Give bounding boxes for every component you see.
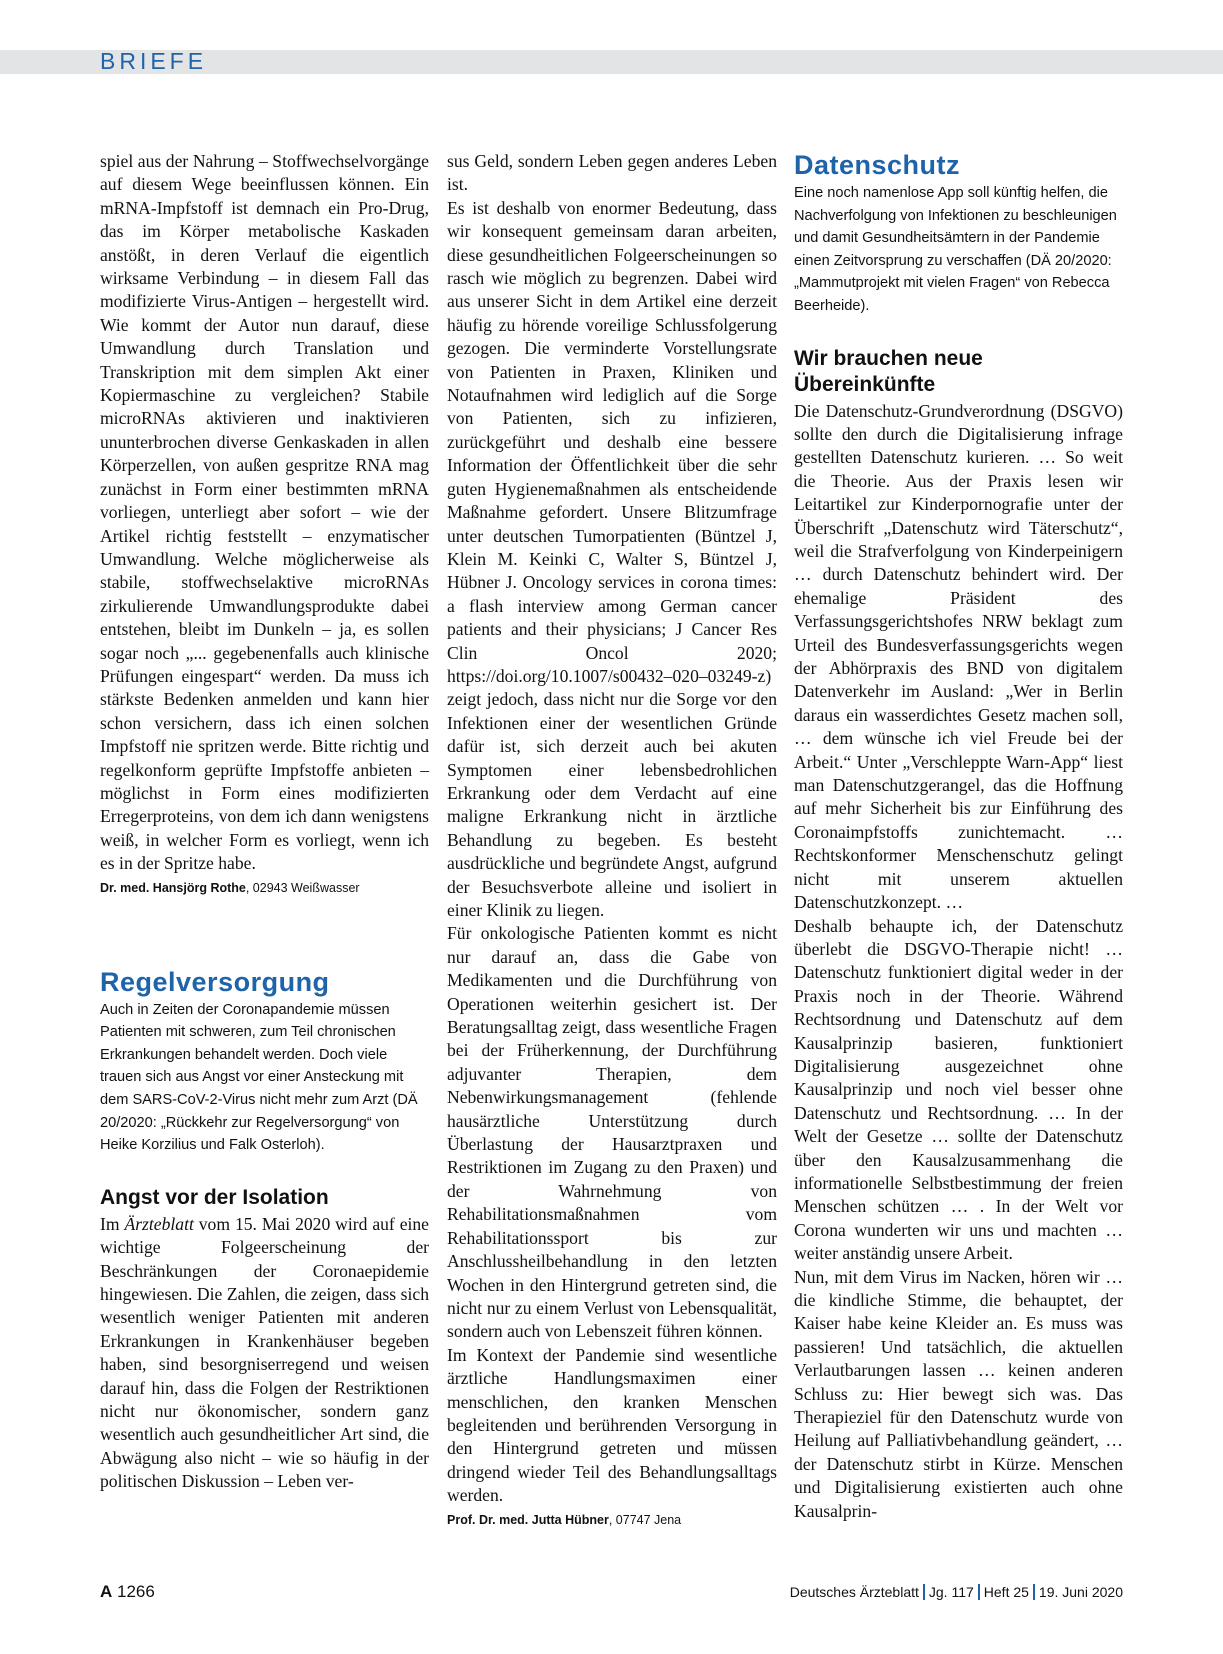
paragraph: Die Datenschutz-Grundverordnung (DSGVO) sollte den durch die Digitalisierung infrage gestellten Datenschutz kurieren. … So weit die Theorie. Aus der Praxis lesen wir Leitartikel zur Kinderpornografie unter der Überschrift „Datenschutz wird Täterschutz“, weil die Strafverfolgung von Kinderpeinigern … durch Datenschutz behindert wird. Der ehemalige Präsident des Verfassungsgerichtshofes NRW beklagt zum Urteil des Bundesverfassungsgerichts wegen der Abhörpraxis des BND von digitalem Datenverkehr im Ausland: „Wer in Berlin daraus ein wasserdichtes Gesetz machen soll, … dem wünsche ich viel Freude bei der Arbeit.“ Unter „Verschleppte Warn-App“ liest man Datenschutzgerangel, das die Hoffnung auf mehr Sicherheit bis zur Einführung des Coronaimpfstoffs zunichtemacht. … Rechtskonformer Menschenschutz gelingt nicht mit unserem aktuellen Datenschutzkonzept. … — [794, 400, 1123, 913]
separator — [978, 1584, 980, 1600]
topic-title-regelversorgung: Regelversorgung — [100, 966, 330, 997]
journal-name-italic: Ärzteblatt — [124, 1213, 194, 1234]
signature-name: Dr. med. Hansjörg Rothe — [100, 880, 246, 895]
signature-place: , 07747 Jena — [608, 1512, 682, 1527]
text-run: Im — [100, 1213, 125, 1234]
separator — [923, 1584, 925, 1600]
letter-1-paragraph: spiel aus der Nahrung – Stoffwechselvorgänge auf diesem Wege beeinflussen können. Ein mRNA-Impfstoff ist demnach ein Pro-Drug, das im Körper metabolische Kaskaden anstößt, in deren Verlauf die eigentlich wirksame Verbindung – in diesem Fall das modifizierte Virus-Antigen – hergestellt wird. Wie kommt der Autor nun darauf, diese Umwandlung durch Translation und Transkription mit dem simplen Akt einer Kopiermaschine zu vergleichen? Stabile microRNAs aktivieren und inaktivieren ununterbrochen diverse Genkaskaden in allen Körperzellen, von außen gespritze RNA mag zunächst in Form einer bestimmten mRNA vorliegen, unterliegt aber sofort – wie der Artikel richtig feststellt – enzymatischer Umwandlung. Welche möglicherweise als stabile, stoffwechselaktive microRNAs zirkulierende Umwandlungsprodukte dabei entstehen, bleibt im Dunkeln – ja, es sollen sogar noch „... gegebenenfalls auch klinische Prüfungen eingespart“ werden. Da muss ich stärkste Bedenken anmelden und kann hier schon versichern, dass ich einen solchen Impfstoff nie spritzen werde. Bitte richtig und regelkonform geprüfte Impfstoffe anbieten – möglichst in Form eines modifizierten Erregerproteins, von dem ich dann wenigstens weiß, in welcher Form es vorliegt, wenn ich es in der Spritze habe. — [100, 151, 429, 874]
topic-intro-datenschutz: Eine noch namenlose App soll künftig helfen, die Nachverfolgung von Infektionen zu beschleunigen und damit Gesundheitsämtern in der Pandemie einen Zeitvorsprung zu verschaffen (DÄ 20/2020: „Mammutprojekt mit vielen Fragen“ von Rebecca Beerheide). — [794, 185, 1117, 314]
letter-title-angst: Angst vor der Isolation — [100, 1185, 329, 1209]
letter-2-signature — [447, 1511, 777, 1529]
separator — [1033, 1584, 1035, 1600]
signature-place: , 02943 Weißwasser — [245, 880, 360, 895]
column-3 — [794, 150, 1123, 1523]
signature-name: Prof. Dr. med. Jutta Hübner — [447, 1512, 609, 1527]
issue-date: 19. Juni 2020 — [1038, 1584, 1123, 1600]
paragraph: Deshalb behaupte ich, der Datenschutz überlebt die DSGVO-Therapie nicht! … Datenschutz funktioniert digital weder in der Praxis noch in der Theorie. Während Rechtsordnung und Datenschutz auf dem Kausalprinzip basieren, funktioniert Digitalisierung ausgezeichnet ohne Kausalprinzip und noch viel besser ohne Datenschutz und Rechtsordnung. … In der Welt der Gesetze … sollte der Datenschutz über den Kausalzusammenhang die informationelle Selbstbestimmung der freien Menschen schützen … . In der Welt vor Corona wunderten wir uns und machten … weiter anständig unsere Arbeit. — [794, 915, 1123, 1264]
paragraph: Für onkologische Patienten kommt es nicht nur darauf an, dass die Gabe von Medikamenten und die Durchführung von Operationen weiterhin gesichert ist. Der Beratungsalltag zeigt, dass wesentliche Fragen bei der Früherkennung, der Durchführung adjuvanter Therapien, dem Nebenwirkungsmanagement (fehlende hausärztliche Unterstützung durch Überlastung der Hausarztpraxen und Restriktionen im Zugang zu den Praxen) und der Wahrnehmung von Rehabilitationsmaßnahmen vom Rehabilitationssport bis zur Anschlussheilbehandlung in den letzten Wochen in den Hintergrund getreten sind, die nicht nur zu einem Verlust von Lebensqualität, sondern auch von Lebenszeit führen können. — [447, 923, 777, 1342]
page-prefix: A — [100, 1582, 113, 1601]
issue: Heft 25 — [983, 1584, 1029, 1600]
page-number — [100, 1582, 155, 1602]
letter-2-continued — [447, 150, 777, 1508]
letter-1-text — [100, 150, 429, 876]
journal-name: Deutsches Ärzteblatt — [789, 1584, 919, 1600]
volume: Jg. 117 — [928, 1584, 974, 1600]
letter-2-text — [100, 1213, 429, 1494]
letter-title-uebereinkuenfte: Wir brauchen neue Übereinkünfte — [794, 346, 983, 396]
column-2 — [447, 150, 777, 1529]
footer-citation — [790, 1584, 1123, 1600]
topic-intro-regelversorgung: Auch in Zeiten der Coronapandemie müssen Patienten mit schweren, zum Teil chronischen Erkrankungen behandelt werden. Doch viele trauen sich aus Angst vor einer Ansteckung mit dem SARS-CoV-2-Virus nicht mehr zum Arzt (DÄ 20/2020: „Rückkehr zur Regelversorgung“ von Heike Korzilius und Falk Osterloh). — [100, 1001, 418, 1154]
letter-1-signature — [100, 879, 429, 897]
letter-2-paragraph — [100, 1213, 429, 1494]
paragraph: sus Geld, sondern Leben gegen anderes Leben ist. — [447, 151, 777, 195]
topic-title-datenschutz: Datenschutz — [794, 150, 961, 180]
paragraph: Nun, mit dem Virus im Nacken, hören wir … die kindliche Stimme, die behauptet, der Kaiser habe keine Kleider an. Es muss was passieren! Und tatsächlich, die aktuellen Verlautbarungen lassen … keinen anderen Schluss zu: Hier bewegt sich was. Das Therapieziel für den Datenschutz wurde von Heilung auf Palliativbehandlung geändert, … der Datenschutz stirbt in Kürze. Menschen und Digitalisierung existierten auch ohne Kausalprin- — [794, 1266, 1123, 1521]
paragraph: Im Kontext der Pandemie sind wesentliche ärztliche Handlungsmaximen einer menschlichen, den kranken Menschen begleitenden und berührenden Versorgung in den Hintergrund getreten und müssen dringend wieder Teil des Behandlungsalltags werden. — [447, 1344, 777, 1506]
text-run: vom 15. Mai 2020 wird auf eine wichtige Folgeerscheinung der Beschränkungen der Coronaepidemie hingewiesen. Die Zahlen, die zeigen, dass sich wesentlich weniger Patienten mit anderen Erkrankungen in Krankenhäuser begeben haben, sind besorgniserregend und weisen darauf hin, dass die Folgen der Restriktionen nicht nur ökonomischer, sondern ganz wesentlich auch gesundheitlicher Art sind, die Abwägung also nicht – wie so häufig in der politischen Diskussion – Leben ver- — [100, 1213, 429, 1492]
section-label: BRIEFE — [100, 48, 208, 74]
page-number-value: 1266 — [112, 1582, 155, 1601]
letter-3-text — [794, 400, 1123, 1524]
paragraph: Es ist deshalb von enormer Bedeutung, dass wir konsequent gemeinsam daran arbeiten, diese gesundheitlichen Folgeerscheinungen so rasch wie möglich zu begrenzen. Dabei wird aus unserer Sicht in dem Artikel eine derzeit häufig zu hörende voreilige Schlussfolgerung gezogen. Die verminderte Vorstellungsrate von Patienten in Praxen, Kliniken und Notaufnahmen wird lediglich auf die Sorge von Patienten, sich zu infizieren, zurückgeführt und deshalb eine bessere Information der Öffentlichkeit über die sehr guten Hygienemaßnahmen als entscheidende Maßnahme gefordert. Unsere Blitzumfrage unter deutschen Tumorpatienten (Büntzel J, Klein M. Keinki C, Walter S, Büntzel J, Hübner J. Oncology services in corona times: a flash interview among German cancer patients and their physicians; J Cancer Res Clin Oncol 2020; https://doi.org/10.1007/s00432–020–03249-z) zeigt jedoch, dass nicht nur die Sorge vor den Infektionen einer der wesentlichen Gründe dafür ist, sich derzeit auch bei akuten Symptomen einer lebensbedrohlichen Erkrankung oder dem Verdacht auf eine maligne Erkrankung nicht in ärztliche Behandlung zu begeben. Es besteht ausdrückliche und begründete Angst, aufgrund der Besuchsverbote alleine und isoliert in einer Klinik zu liegen. — [447, 197, 777, 920]
column-1 — [100, 150, 429, 1494]
